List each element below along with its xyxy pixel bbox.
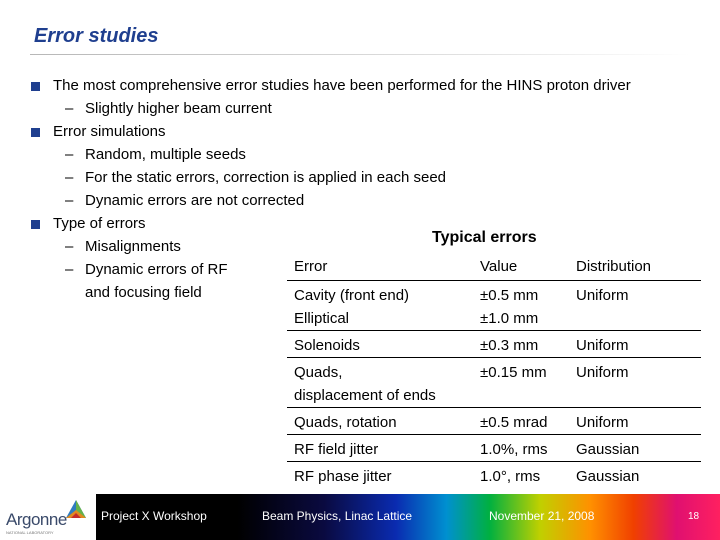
page-number: 18 <box>688 511 700 522</box>
cell-value <box>473 281 569 331</box>
header-error: Error <box>287 252 473 281</box>
title-rule <box>30 54 690 55</box>
cell-value: 1.0°, rms <box>480 468 541 485</box>
cell-distribution: Gaussian <box>576 468 640 485</box>
sub-bullet-dash: – <box>65 261 74 278</box>
sub-bullet-text: Random, multiple seeds <box>85 146 246 163</box>
table-row <box>287 331 701 358</box>
table-title: Typical errors <box>432 229 537 246</box>
sub-bullet-text: Dynamic errors are not corrected <box>85 192 305 209</box>
cell-value: 1.0%, rms <box>473 435 569 462</box>
sub-bullet-text: Misalignments <box>85 238 181 255</box>
sub-bullet-text: and focusing field <box>85 284 202 301</box>
bullet-text: Type of errors <box>53 215 146 232</box>
bullet-text: Error simulations <box>53 123 166 140</box>
table-row <box>287 281 701 331</box>
cell-value: ±0.5 mrad <box>473 408 569 435</box>
header-distribution: Distribution <box>569 252 701 281</box>
cell-error-line2: Elliptical <box>294 310 350 327</box>
cell-distribution: Uniform <box>569 331 701 358</box>
bullet-square <box>31 82 40 91</box>
sub-bullet-text: Slightly higher beam current <box>85 100 272 117</box>
cell-value-line2: ±1.0 mm <box>480 310 539 327</box>
cell-error: RF phase jitter <box>294 468 392 485</box>
cell-value: ±0.3 mm <box>473 331 569 358</box>
cell-error: Quads, rotation <box>287 408 473 435</box>
cell-distribution: Uniform <box>569 281 701 331</box>
sub-bullet-text: Dynamic errors of RF <box>85 261 228 278</box>
footer-topic: Beam Physics, Linac Lattice <box>262 509 413 523</box>
sub-bullet-dash: – <box>65 100 74 117</box>
table-row <box>287 358 701 408</box>
cell-error <box>287 358 473 408</box>
bullet-text: The most comprehensive error studies have been performed for the HINS proton driver <box>53 77 631 94</box>
logo-text: Argonne <box>6 510 67 529</box>
errors-table <box>287 252 701 488</box>
sub-bullet-dash: – <box>65 169 74 186</box>
slide-title: Error studies <box>34 25 159 47</box>
cell-error: Solenoids <box>287 331 473 358</box>
cell-value-line1: ±0.5 mm <box>480 287 539 304</box>
cell-error-line2: displacement of ends <box>294 387 436 404</box>
sub-bullet-dash: – <box>65 192 74 209</box>
sub-bullet-dash: – <box>65 238 74 255</box>
cell-distribution: Gaussian <box>569 435 701 462</box>
sub-bullet-dash: – <box>65 146 74 163</box>
cell-distribution: Uniform <box>569 408 701 435</box>
cell-value: ±0.15 mm <box>473 358 569 408</box>
cell-error: RF field jitter <box>287 435 473 462</box>
header-value: Value <box>473 252 569 281</box>
table-row <box>287 435 701 462</box>
table-header-row <box>287 252 701 281</box>
cell-distribution: Uniform <box>569 358 701 408</box>
sub-bullet-text: For the static errors, correction is applied in each seed <box>85 169 447 186</box>
logo-subtext: NATIONAL LABORATORY <box>6 530 54 535</box>
cell-error-line1: Quads, <box>294 364 343 381</box>
cell-error-line1: Cavity (front end) <box>294 287 410 304</box>
table-row <box>287 462 701 489</box>
footer-workshop: Project X Workshop <box>101 509 207 523</box>
footer-date: November 21, 2008 <box>489 509 595 523</box>
table-row <box>287 408 701 435</box>
bullet-square <box>31 128 40 137</box>
bullet-square <box>31 220 40 229</box>
cell-error <box>287 281 473 331</box>
